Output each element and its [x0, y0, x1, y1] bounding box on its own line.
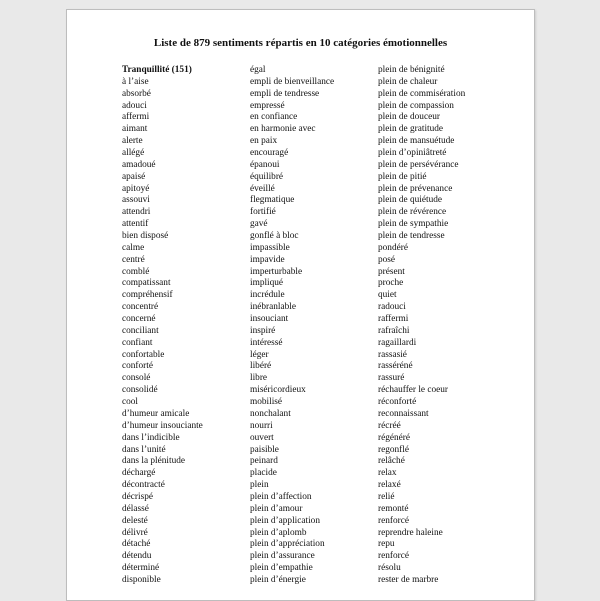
word-item: à l’aise [122, 76, 149, 87]
word-item: plein de mansuétude [378, 136, 455, 147]
word-item: apitoyé [122, 183, 150, 194]
word-item: repu [378, 539, 395, 550]
word-item: régénéré [378, 432, 410, 443]
word-item: mobilisé [250, 397, 283, 408]
word-item: libre [250, 373, 268, 384]
word-item: compatissant [122, 278, 171, 289]
word-item: peinard [250, 456, 278, 467]
word-item: plein de tendresse [378, 231, 445, 242]
word-item: plein de compassion [378, 100, 454, 111]
word-item: relié [378, 491, 395, 502]
word-item: radouci [378, 302, 406, 313]
word-item: impavide [250, 254, 285, 265]
word-item: affermi [122, 112, 150, 123]
word-item: nonchalant [250, 408, 291, 419]
word-item: rassasié [378, 349, 407, 360]
word-item: d’humeur amicale [122, 408, 190, 419]
word-item: consolé [122, 373, 151, 384]
word-item: délivré [122, 527, 148, 538]
word-item: récréé [378, 420, 401, 431]
word-item: égal [250, 65, 266, 75]
word-item: proche [378, 278, 404, 289]
word-item: ouvert [250, 432, 274, 443]
word-item: centré [122, 254, 145, 265]
word-item: rafraîchi [378, 325, 410, 336]
word-item: adouci [122, 100, 147, 111]
word-item: imperturbable [250, 266, 303, 277]
word-item: plein de bénignité [378, 65, 445, 75]
word-item: plein d’énergie [250, 574, 306, 585]
word-item: empressé [250, 100, 285, 111]
word-item: gavé [250, 219, 268, 230]
word-item: plein d’assurance [250, 551, 315, 562]
document-page [66, 9, 535, 601]
word-item: plein de prévenance [378, 183, 453, 194]
word-item: plein d’affection [250, 491, 312, 502]
word-item: encouragé [250, 148, 289, 159]
word-item: placide [250, 468, 277, 479]
word-item: attendri [122, 207, 151, 218]
word-item: remonté [378, 503, 409, 514]
word-item: présent [378, 266, 405, 277]
word-item: aimant [122, 124, 148, 135]
word-item: plein [250, 480, 269, 491]
word-item: intéressé [250, 337, 283, 348]
word-item: flegmatique [250, 195, 295, 206]
word-item: réconforté [378, 397, 417, 408]
word-item: ragaillardi [378, 337, 417, 348]
word-item: assouvi [122, 195, 150, 206]
word-item: insouciant [250, 314, 289, 325]
word-item: résolu [378, 563, 401, 574]
word-item: conforté [122, 361, 153, 372]
word-item: plein de sympathie [378, 219, 449, 230]
word-item: renforcé [378, 551, 409, 562]
word-item: confiant [122, 337, 153, 348]
word-item: alerte [122, 136, 143, 147]
word-item: comblé [122, 266, 150, 277]
word-item: bien disposé [122, 231, 169, 242]
word-item: plein de douceur [378, 112, 440, 123]
word-item: cool [122, 397, 139, 408]
word-item: détaché [122, 539, 151, 550]
word-item: empli de tendresse [250, 88, 320, 99]
word-item: fortifié [250, 207, 276, 218]
word-item: relâché [378, 456, 405, 467]
word-item: paisible [250, 444, 279, 455]
word-item: dans l’indicible [122, 432, 180, 443]
word-item: raffermi [378, 314, 409, 325]
word-item: déterminé [122, 563, 160, 574]
word-item: apaisé [122, 171, 146, 182]
word-item: reprendre haleine [378, 527, 443, 538]
word-item: équilibré [250, 171, 284, 182]
word-item: d’humeur insouciante [122, 420, 203, 431]
word-item: détendu [122, 551, 152, 562]
word-item: consolidé [122, 385, 158, 396]
word-item: plein d’aplomb [250, 527, 307, 538]
word-item: décontracté [122, 480, 165, 491]
word-item: plein de gratitude [378, 124, 444, 135]
word-item: dans la plénitude [122, 456, 185, 467]
word-item: plein de quiétude [378, 195, 443, 206]
word-item: quiet [378, 290, 397, 301]
word-item: regonflé [378, 444, 409, 455]
word-item: concentré [122, 302, 159, 313]
word-column-3 [378, 65, 465, 587]
word-item: posé [378, 254, 396, 265]
word-item: plein de révérence [378, 207, 447, 218]
word-item: inébranlable [250, 302, 296, 313]
word-item: renforcé [378, 515, 409, 526]
word-column-1 [122, 65, 203, 587]
word-item: rasséréné [378, 361, 413, 372]
document-title: Liste de 879 sentiments répartis en 10 catégories émotionnelles [153, 37, 448, 49]
word-item: rassuré [378, 373, 405, 384]
word-item: délassé [122, 503, 149, 514]
word-item: plein de commisération [378, 88, 466, 99]
word-item: reconnaissant [378, 408, 429, 419]
word-item: conciliant [122, 325, 159, 336]
word-item: miséricordieux [250, 385, 306, 396]
word-column-2 [250, 65, 334, 587]
word-item: déchargé [122, 468, 156, 479]
word-item: inspiré [250, 325, 276, 336]
word-item: en harmonie avec [250, 124, 316, 135]
word-item: épanoui [250, 159, 280, 170]
word-item: plein d’opiniâtreté [378, 148, 447, 159]
word-item: relaxé [378, 480, 401, 491]
word-item: plein de pitié [378, 171, 427, 182]
word-item: plein d’amour [250, 503, 303, 514]
word-item: disponible [122, 574, 161, 585]
word-item: concerné [122, 314, 156, 325]
word-item: en confiance [250, 112, 298, 123]
word-item: dans l’unité [122, 444, 166, 455]
word-item: relax [378, 468, 397, 479]
word-item: décrispé [122, 491, 153, 502]
word-item: plein d’appréciation [250, 539, 325, 550]
word-item: éveillé [250, 183, 275, 194]
word-item: delesté [122, 515, 148, 526]
category-heading: Tranquillité (151) [122, 65, 192, 75]
word-item: allégé [122, 148, 145, 159]
word-item: calme [122, 242, 145, 253]
word-item: plein d’application [250, 515, 320, 526]
word-item: attentif [122, 219, 149, 230]
word-item: empli de bienveillance [250, 76, 335, 87]
word-item: impassible [250, 242, 290, 253]
word-item: nourri [250, 420, 273, 431]
word-item: compréhensif [122, 290, 173, 301]
word-item: amadoué [122, 159, 156, 170]
word-item: réchauffer le coeur [378, 385, 449, 396]
word-item: plein d’empathie [250, 563, 313, 574]
word-item: plein de chaleur [378, 76, 438, 87]
word-item: léger [250, 349, 269, 360]
word-item: libéré [250, 361, 272, 372]
word-item: incrédule [250, 290, 285, 301]
word-item: gonflé à bloc [250, 231, 299, 242]
word-item: en paix [250, 136, 278, 147]
word-item: plein de persévérance [378, 159, 459, 170]
word-item: confortable [122, 349, 165, 360]
word-item: pondéré [378, 242, 408, 253]
word-item: impliqué [250, 278, 284, 289]
word-item: rester de marbre [378, 574, 439, 585]
word-item: absorbé [122, 88, 151, 99]
